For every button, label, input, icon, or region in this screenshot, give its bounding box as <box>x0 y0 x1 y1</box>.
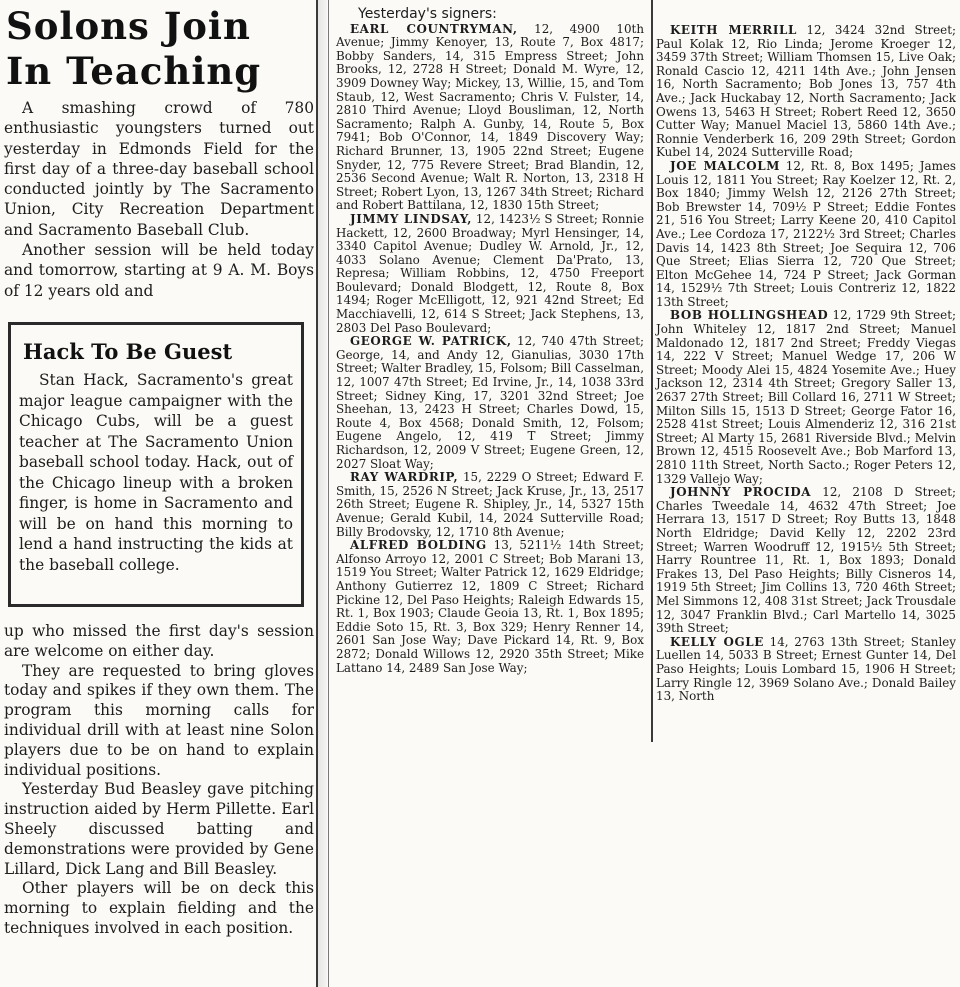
signer-group <box>656 486 956 636</box>
group-leader: BOB HOLLINGSHEAD <box>670 308 829 323</box>
group-list: 12, 1423½ S Street; Ronnie Hackett, 12, 2600 Broadway; Myrl Hensinger, 14, 3340 Capitol Avenue; Dudley W. Arnold, Jr., 12, 4033 Solano Avenue; Clement Da'Prato, 13, Represa; William Robbins, 12, 4750 Freeport Boulevard; Donald Blodgett, 12, Route 8, Box 1494; Roger McElligott, 12, 921 42nd Street; Ed Macchiavelli, 12, 614 S Street; Jack Stephens, 13, 2803 Del Paso Boulevard; <box>336 211 644 335</box>
group-leader: EARL COUNTRYMAN, <box>350 21 518 36</box>
signer-group <box>336 471 644 539</box>
continuation-paragraph: Other players will be on deck this morning to explain fielding and the techniques involved in each position. <box>4 879 314 937</box>
article-left-column <box>4 4 314 301</box>
signer-group <box>336 213 644 335</box>
sidebar-box <box>8 322 304 607</box>
continuation-paragraph: They are requested to bring gloves today and spikes if they own them. The program this morning calls for individual drill with at least nine Solon players due to be on hand to explain individual positions. <box>4 661 314 779</box>
continuation-paragraph: Yesterday Bud Beasley gave pitching instruction aided by Herm Pillette. Earl Sheely discussed batting and demonstrations were provided by Gene Lillard, Dick Lang and Bill Beasley. <box>4 780 314 878</box>
signers-middle-column <box>336 8 644 675</box>
scan-shadow <box>318 0 327 987</box>
group-list: 12, 3424 32nd Street; Paul Kolak 12, Rio Linda; Jerome Kroeger 12, 3459 37th Street; William Thomsen 15, Live Oak; Ronald Cascio 12, 4211 14th Ave.; John Jensen 16, North Sacramento; Bob Jones 13, 757 4th Ave.; Jack Huckabay 12, North Sacramento; Jack Owens 13, 5463 H Street; Robert Reed 12, 3650 Cutter Way; Manuel Maciel 13, 5860 14th Ave.; Ronnie Venderberk 16, 209 29th Street; Gordon Kubel 14, 2024 Sutterville Road; <box>656 23 957 160</box>
signer-group <box>336 23 644 213</box>
box-body: Stan Hack, Sacramento's great major league campaigner with the Chicago Cubs, will be a guest teacher at The Sacramento Union baseball school today. Hack, out of the Chicago lineup with a broken finger, is home in Sacramento and will be on hand this morning to lend a hand instructing the kids at the baseball college. <box>19 371 293 574</box>
group-leader: JOHNNY PROCIDA <box>670 485 812 500</box>
signer-group <box>656 24 956 160</box>
lead-paragraph: A smashing crowd of 780 enthusiastic youngsters turned out yesterday in Edmonds Field for the first day of a three-day baseball school conducted jointly by The Sacramento Union, City Recreation Department and Sacramento Baseball Club. <box>4 99 314 239</box>
signer-group <box>656 309 956 486</box>
group-leader: JOE MALCOLM <box>670 158 780 173</box>
continuation-paragraph: up who missed the first day's session are welcome on either day. <box>4 622 314 660</box>
group-list: 12, 740 47th Street; George, 14, and Andy 12, Gianulias, 3030 17th Street; Walter Bradley, 15, Folsom; Bill Casselman, 12, 1007 47th Street; Ed Irvine, Jr., 14, 1038 33rd Street; Sidney King, 17, 3201 32nd Street; Joe Sheehan, 13, 2423 H Street; Charles Dowd, 15, Route 4, Box 4568; Donald Smith, 12, Folsom; Eugene Angelo, 12, 419 T Street; Jimmy Richardson, 12, 2009 V Street; Eugene Green, 12, 2027 Sloat Way; <box>336 334 644 471</box>
group-list: 15, 2229 O Street; Edward F. Smith, 15, 2526 N Street; Jack Kruse, Jr., 13, 2517 26th Street; Eugene R. Shipley, Jr., 14, 5327 15th Avenue; Gerald Kubil, 14, 2024 Sutterville Road; Billy Brodovsky, 12, 1710 8th Avenue; <box>336 470 644 539</box>
group-leader: RAY WARDRIP, <box>350 470 459 485</box>
signer-group <box>656 160 956 310</box>
group-list: 12, Rt. 8, Box 1495; James Louis 12, 1811 You Street; Ray Koelzer 12, Rt. 2, Box 1840; Jimmy Welsh 12, 2126 27th Street; Bob Brewster 14, 709½ P Street; Eddie Fontes 21, 516 You Street; Larry Keene 20, 410 Capitol Ave.; Lee Cordoza 17, 2122½ 3rd Street; Charles Davis 14, 1423 8th Street; Joe Sequira 12, 706 Que Street; Elias Sierra 12, 720 Que Street; Elton McGehee 14, 724 P Street; Jack Gorman 14, 1529½ 7th Street; Louis Contreriz 12, 1822 13th Street; <box>656 158 956 309</box>
signers-heading: Yesterday's signers: <box>358 6 497 22</box>
signer-group <box>656 636 956 704</box>
group-leader: KELLY OGLE <box>670 634 764 649</box>
group-leader: KEITH MERRILL <box>670 23 797 37</box>
box-title: Hack To Be Guest <box>23 339 233 364</box>
signers-right-column <box>656 24 956 704</box>
column-rule-left-2 <box>328 0 329 987</box>
group-list: 13, 5211½ 14th Street; Alfonso Arroyo 12, 2001 C Street; Bob Marani 13, 1519 You Street; Walter Patrick 12, 1629 Eldridge; Anthony Gutierrez 12, 1809 C Street; Richard Pickine 12, Del Paso Heights; Raleigh Edwards 15, Rt. 1, Box 1903; Claude Geoia 13, Rt. 1, Box 1895; Eddie Soto 15, Rt. 3, Box 329; Henry Renner 14, 2601 San Jose Way; Dave Pickard 14, Rt. 9, Box 2872; Donald Willows 12, 2920 35th Street; Mike Lattano 14, 2489 San Jose Way; <box>336 538 644 675</box>
headline: Solons Join In Teaching <box>6 4 262 93</box>
group-list: 12, 4900 10th Avenue; Jimmy Kenoyer, 13, Route 7, Box 4817; Bobby Sanders, 14, 315 Empress Street; John Brooks, 12, 2728 H Street; Donald M. Wyre, 12, 3909 Downey Way; Mickey, 13, Willie, 15, and Tom Staub, 12, West Sacramento; Chris V. Fulster, 14, 2810 Third Avenue; Lloyd Bousliman, 12, North Sacramento; Ralph A. Gunby, 14, Route 5, Box 7941; Bob O'Connor, 14, 1849 Discovery Way; Richard Brunner, 13, 1905 22nd Street; Eugene Snyder, 12, 775 Revere Street; Brad Blandin, 12, 2536 Second Avenue; Walt R. Norton, 13, 2318 H Street; Robert Lyon, 13, 1267 34th Street; Richard and Robert Battilana, 12, 1830 15th Street; <box>336 21 644 213</box>
lead-paragraph-2: Another session will be held today and tomorrow, starting at 9 A. M. Boys of 12 years old and <box>4 241 314 300</box>
group-leader: ALFRED BOLDING <box>350 538 487 553</box>
signer-group <box>336 539 644 675</box>
article-continuation <box>4 622 314 939</box>
group-leader: JIMMY LINDSAY, <box>350 211 473 226</box>
group-list: 14, 2763 13th Street; Stanley Luellen 14, 5033 B Street; Ernest Gunter 14, Del Paso Heights; Louis Lombard 15, 1906 H Street; Larry Ringle 12, 3969 Solano Ave.; Donald Bailey 13, North <box>656 634 957 704</box>
group-leader: GEORGE W. PATRICK, <box>350 334 512 349</box>
signer-group <box>336 335 644 471</box>
group-list: 12, 2108 D Street; Charles Tweedale 14, 4632 47th Street; Joe Herrara 13, 1517 D Street; Roy Butts 13, 1848 North Eldridge; David Kelly 12, 2202 23rd Street; Warren Woodruff 12, 1915½ 5th Street; Harry Rountree 11, Rt. 1, Box 1893; Donald Frakes 13, Del Paso Heights; Billy Cisneros 14, 1919 5th Street; Jim Collins 13, 720 46th Street; Mel Simmons 12, 408 31st Street; Jack Trousdale 12, 3047 Franklin Blvd.; Carl Martello 14, 3025 39th Street; <box>656 485 956 636</box>
group-list: 12, 1729 9th Street; John Whiteley 12, 1817 2nd Street; Manuel Maldonado 12, 1817 2nd Street; Freddy Viegas 14, 222 V Street; Manuel Wedge 17, 206 W Street; Moody Alei 15, 4824 Yosemite Ave.; Huey Jackson 12, 2314 4th Street; Gregory Saller 13, 2637 27th Street; Bill Collard 16, 2711 W Street; Milton Sills 15, 1513 D Street; George Fator 16, 2528 41st Street; Louis Almenderiz 12, 316 21st Street; Al Marty 15, 2681 Riverside Blvd.; Melvin Brown 12, 4515 Roosevelt Ave.; Bob Marford 13, 2810 11th Street, North Sacto.; Roger Peters 12, 1329 Vallejo Way; <box>656 308 956 486</box>
column-rule-right <box>651 0 653 742</box>
